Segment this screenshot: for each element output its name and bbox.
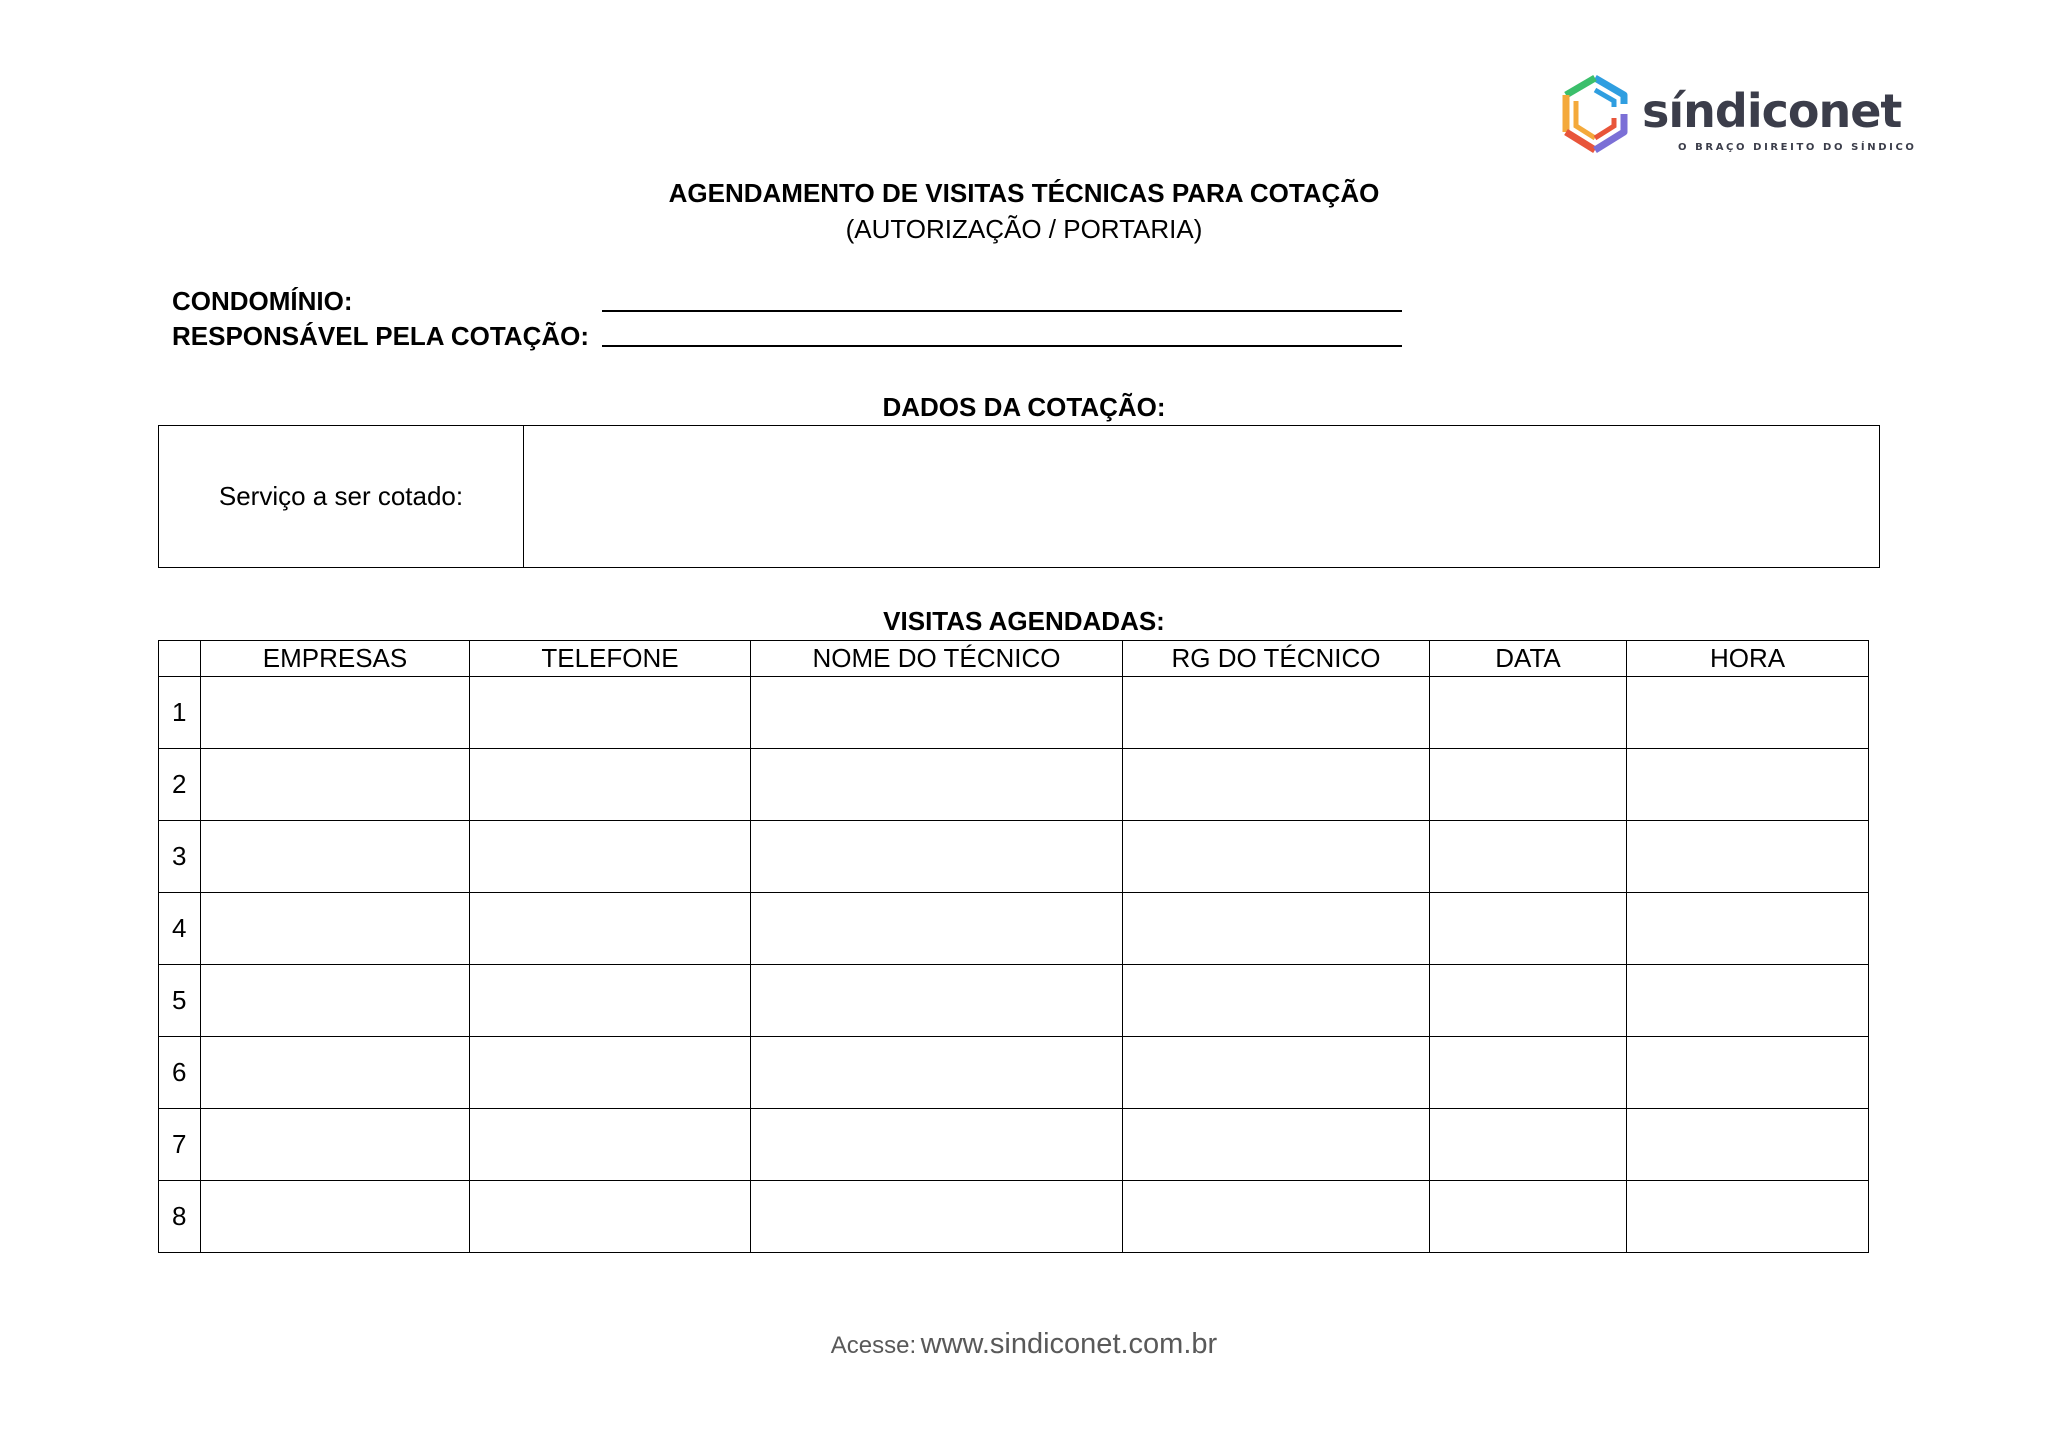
empresa-cell[interactable] (201, 965, 470, 1037)
data-cell[interactable] (1430, 821, 1627, 893)
footer-link[interactable]: www.sindiconet.com.br (920, 1328, 1218, 1360)
data-cell[interactable] (1430, 965, 1627, 1037)
rg-tecnico-cell[interactable] (1123, 1181, 1430, 1253)
nome-tecnico-cell[interactable] (751, 1109, 1123, 1181)
logo-wordmark: síndiconet (1642, 84, 1902, 138)
service-label: Serviço a ser cotado: (159, 426, 524, 567)
telefone-cell[interactable] (470, 1109, 751, 1181)
visits-section-title: VISITAS AGENDADAS: (883, 606, 1165, 636)
document-subtitle: (AUTORIZAÇÃO / PORTARIA) (845, 214, 1203, 244)
hexagon-logo-icon (1560, 74, 1630, 154)
hora-cell[interactable] (1627, 965, 1869, 1037)
empresa-cell[interactable] (201, 893, 470, 965)
rg-tecnico-cell[interactable] (1123, 1037, 1430, 1109)
row-number: 6 (159, 1037, 201, 1109)
data-cell[interactable] (1430, 1109, 1627, 1181)
column-header-number (159, 641, 201, 677)
brand-logo (1560, 74, 1917, 164)
condominio-label: CONDOMÍNIO: (172, 286, 353, 316)
column-header-empresas: EMPRESAS (201, 641, 470, 677)
rg-tecnico-cell[interactable] (1123, 965, 1430, 1037)
nome-tecnico-cell[interactable] (751, 749, 1123, 821)
table-row (159, 893, 1869, 965)
hora-cell[interactable] (1627, 1109, 1869, 1181)
service-box (158, 425, 1880, 568)
nome-tecnico-cell[interactable] (751, 965, 1123, 1037)
hora-cell[interactable] (1627, 677, 1869, 749)
telefone-cell[interactable] (470, 677, 751, 749)
empresa-cell[interactable] (201, 749, 470, 821)
data-cell[interactable] (1430, 1181, 1627, 1253)
empresa-cell[interactable] (201, 677, 470, 749)
rg-tecnico-cell[interactable] (1123, 1109, 1430, 1181)
row-number: 8 (159, 1181, 201, 1253)
table-row (159, 1181, 1869, 1253)
empresa-cell[interactable] (201, 821, 470, 893)
data-cell[interactable] (1430, 677, 1627, 749)
hora-cell[interactable] (1627, 821, 1869, 893)
nome-tecnico-cell[interactable] (751, 1181, 1123, 1253)
row-number: 5 (159, 965, 201, 1037)
table-row (159, 1037, 1869, 1109)
telefone-cell[interactable] (470, 1037, 751, 1109)
hora-cell[interactable] (1627, 749, 1869, 821)
column-header-nome-tecnico: NOME DO TÉCNICO (751, 641, 1123, 677)
hora-cell[interactable] (1627, 1037, 1869, 1109)
row-number: 3 (159, 821, 201, 893)
telefone-cell[interactable] (470, 965, 751, 1037)
empresa-cell[interactable] (201, 1037, 470, 1109)
telefone-cell[interactable] (470, 821, 751, 893)
row-number: 7 (159, 1109, 201, 1181)
quote-section-title: DADOS DA COTAÇÃO: (882, 392, 1166, 422)
table-row (159, 1109, 1869, 1181)
table-header-row (159, 641, 1869, 677)
column-header-telefone: TELEFONE (470, 641, 751, 677)
column-header-rg-tecnico: RG DO TÉCNICO (1123, 641, 1430, 677)
nome-tecnico-cell[interactable] (751, 1037, 1123, 1109)
responsavel-field[interactable] (602, 345, 1402, 347)
footer (0, 1328, 2048, 1361)
telefone-cell[interactable] (470, 1181, 751, 1253)
logo-tagline: O BRAÇO DIREITO DO SÍNDICO (1678, 142, 1917, 153)
data-cell[interactable] (1430, 893, 1627, 965)
footer-prefix: Acesse: (830, 1332, 917, 1359)
table-row (159, 821, 1869, 893)
nome-tecnico-cell[interactable] (751, 821, 1123, 893)
visits-table (158, 640, 1869, 1253)
table-row (159, 677, 1869, 749)
rg-tecnico-cell[interactable] (1123, 677, 1430, 749)
table-row (159, 965, 1869, 1037)
rg-tecnico-cell[interactable] (1123, 749, 1430, 821)
nome-tecnico-cell[interactable] (751, 677, 1123, 749)
data-cell[interactable] (1430, 1037, 1627, 1109)
empresa-cell[interactable] (201, 1181, 470, 1253)
table-row (159, 749, 1869, 821)
nome-tecnico-cell[interactable] (751, 893, 1123, 965)
hora-cell[interactable] (1627, 1181, 1869, 1253)
rg-tecnico-cell[interactable] (1123, 821, 1430, 893)
service-input[interactable] (524, 426, 1879, 567)
empresa-cell[interactable] (201, 1109, 470, 1181)
telefone-cell[interactable] (470, 893, 751, 965)
document-title: AGENDAMENTO DE VISITAS TÉCNICAS PARA COTAÇÃO (668, 178, 1380, 208)
row-number: 4 (159, 893, 201, 965)
row-number: 1 (159, 677, 201, 749)
column-header-hora: HORA (1627, 641, 1869, 677)
row-number: 2 (159, 749, 201, 821)
rg-tecnico-cell[interactable] (1123, 893, 1430, 965)
telefone-cell[interactable] (470, 749, 751, 821)
column-header-data: DATA (1430, 641, 1627, 677)
data-cell[interactable] (1430, 749, 1627, 821)
responsavel-label: RESPONSÁVEL PELA COTAÇÃO: (172, 321, 590, 351)
hora-cell[interactable] (1627, 893, 1869, 965)
condominio-field[interactable] (602, 310, 1402, 312)
